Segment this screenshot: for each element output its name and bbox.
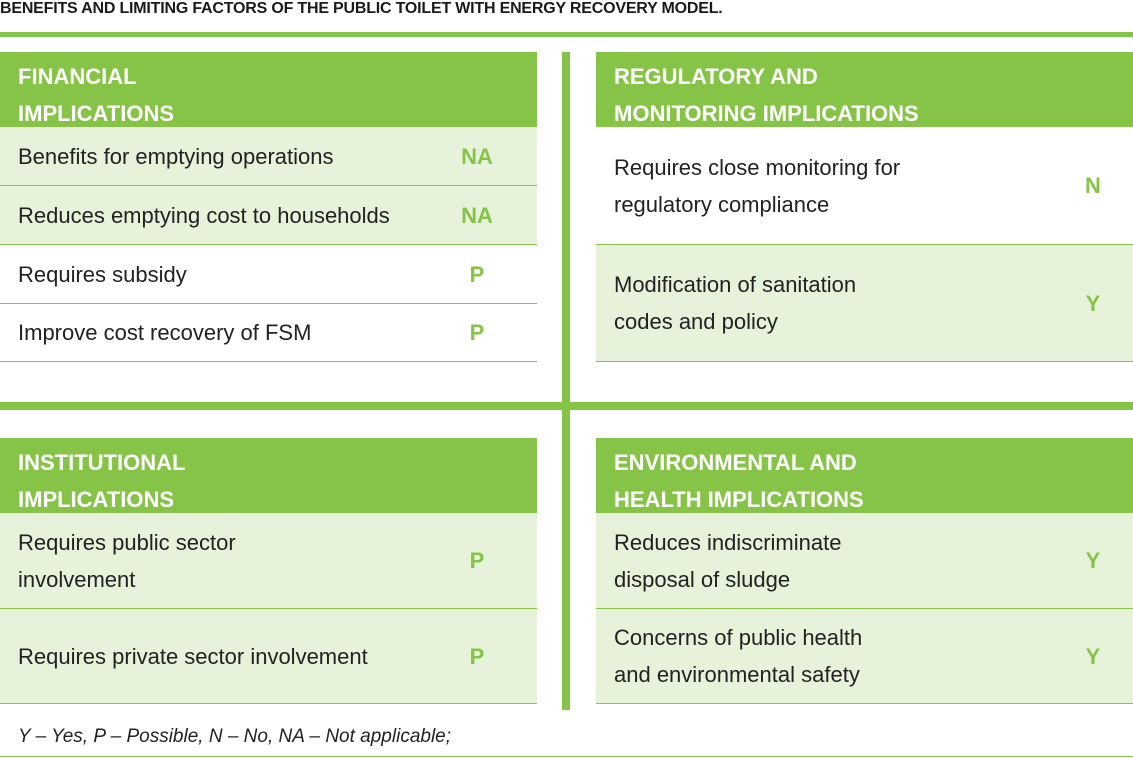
legend-footnote: Y – Yes, P – Possible, N – No, NA – Not applicable;: [18, 726, 452, 747]
heading-line: MONITORING IMPLICATIONS: [614, 101, 919, 126]
row-value: Y: [1085, 643, 1101, 669]
bottom-rule: [0, 756, 1133, 757]
row-label: Reduces emptying cost to households: [18, 202, 390, 228]
row-value: Y: [1085, 290, 1101, 316]
table-row: [0, 512, 537, 608]
regulatory-heading: [596, 52, 1133, 126]
row-label: [596, 619, 1053, 693]
row-value: Y: [1085, 548, 1101, 573]
table-row: [596, 126, 1133, 244]
environmental-heading: [596, 438, 1133, 512]
heading-line: HEALTH IMPLICATIONS: [614, 487, 864, 512]
row-label-line: disposal of sludge: [614, 566, 791, 592]
table-row: [0, 126, 537, 185]
regulatory-panel: [596, 52, 1133, 362]
heading-line: ENVIRONMENTAL AND: [614, 450, 857, 475]
row-value: P: [469, 261, 485, 287]
row-label: Benefits for emptying operations: [18, 143, 334, 169]
row-label-line: Concerns of public health: [614, 625, 863, 650]
row-label-line: and environmental safety: [614, 662, 860, 687]
row-value: NA: [461, 202, 493, 228]
row-label-line: Requires public sector: [18, 529, 236, 555]
institutional-heading: [0, 438, 537, 512]
row-label: Requires subsidy: [18, 261, 187, 287]
financial-heading: [0, 52, 537, 126]
row-label-line: involvement: [18, 566, 136, 592]
heading-line: REGULATORY AND: [614, 64, 818, 89]
row-value: N: [1085, 173, 1101, 198]
row-value: P: [469, 643, 485, 669]
row-value: NA: [461, 143, 493, 169]
financial-panel: [0, 52, 537, 362]
table-row: [0, 185, 537, 244]
row-value: P: [469, 320, 485, 345]
page-title: BENEFITS AND LIMITING FACTORS OF THE PUBLIC TOILET WITH ENERGY RECOVERY MODEL.: [0, 0, 723, 17]
environmental-panel: [596, 438, 1133, 704]
row-label-line: codes and policy: [614, 309, 778, 334]
top-rule: [0, 32, 1133, 37]
heading-line: INSTITUTIONAL: [18, 450, 186, 475]
table-row: [596, 608, 1133, 704]
table-row: [0, 608, 537, 704]
row-label-line: Requires close monitoring for: [614, 154, 901, 180]
table-row: [0, 303, 537, 362]
institutional-panel: [0, 438, 537, 704]
row-label: [0, 524, 417, 598]
row-label-line: regulatory compliance: [614, 191, 830, 217]
row-label: Improve cost recovery of FSM: [18, 320, 312, 345]
row-label: Requires private sector involvement: [18, 643, 368, 669]
table-row: [596, 512, 1133, 608]
row-value: P: [469, 548, 485, 573]
row-label-line: Reduces indiscriminate: [614, 529, 842, 555]
row-label: [596, 524, 1053, 598]
row-label: [596, 266, 1053, 340]
heading-line: IMPLICATIONS: [18, 101, 175, 126]
vertical-divider: [562, 52, 570, 710]
table-row: [596, 244, 1133, 362]
heading-line: IMPLICATIONS: [18, 487, 175, 512]
table-row: [0, 244, 537, 303]
heading-line: FINANCIAL: [18, 64, 137, 89]
row-label: [596, 149, 1053, 223]
row-label-line: Modification of sanitation: [614, 272, 857, 297]
